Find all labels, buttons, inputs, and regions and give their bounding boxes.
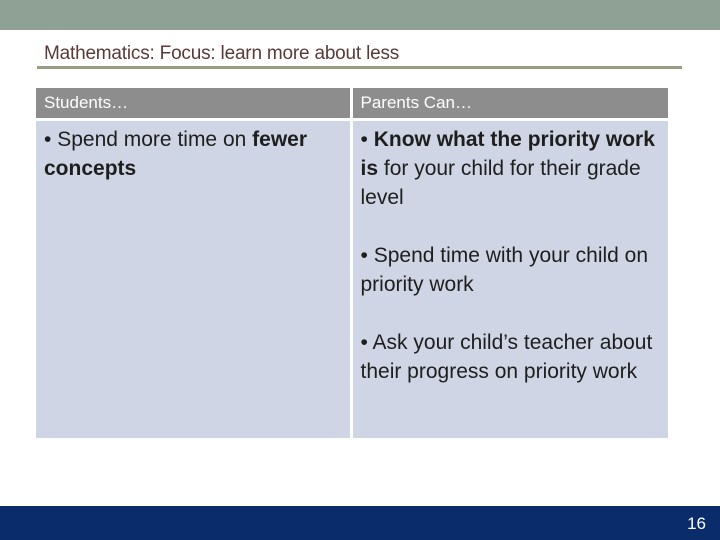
students-bullet-item: [44, 125, 342, 183]
bullet-glyph: •: [44, 128, 52, 151]
bullet-glyph: •: [360, 244, 368, 267]
comparison-table: [36, 88, 668, 438]
title-underline: [37, 66, 682, 69]
students-text-plain: Spend more time on: [57, 128, 247, 151]
students-text-bold: fewer concepts: [44, 128, 308, 180]
header-students: Students…: [36, 88, 351, 120]
bullet-glyph: •: [360, 331, 368, 354]
parents-item-text: for your child for their grade level: [360, 157, 641, 209]
parents-bullet-item: [361, 241, 661, 299]
footer-bar: [0, 506, 720, 540]
parents-item-bold: Know what the priority work is: [360, 128, 655, 180]
header-parents: Parents Can…: [351, 88, 668, 120]
parents-item-text: Ask your child’s teacher about their progress on priority work: [360, 331, 653, 383]
parents-bullet-item: [361, 125, 661, 212]
slide-title: Mathematics: Focus: learn more about less: [44, 43, 400, 64]
bullet-glyph: •: [360, 128, 368, 151]
table-row: [36, 120, 668, 439]
top-band: [0, 0, 720, 30]
students-cell: [36, 120, 351, 439]
parents-cell: [351, 120, 668, 439]
parents-item-text: Spend time with your child on priority work: [360, 244, 649, 296]
parents-bullet-item: [361, 328, 661, 386]
table-header-row: [36, 88, 668, 120]
page-number: 16: [687, 514, 706, 533]
